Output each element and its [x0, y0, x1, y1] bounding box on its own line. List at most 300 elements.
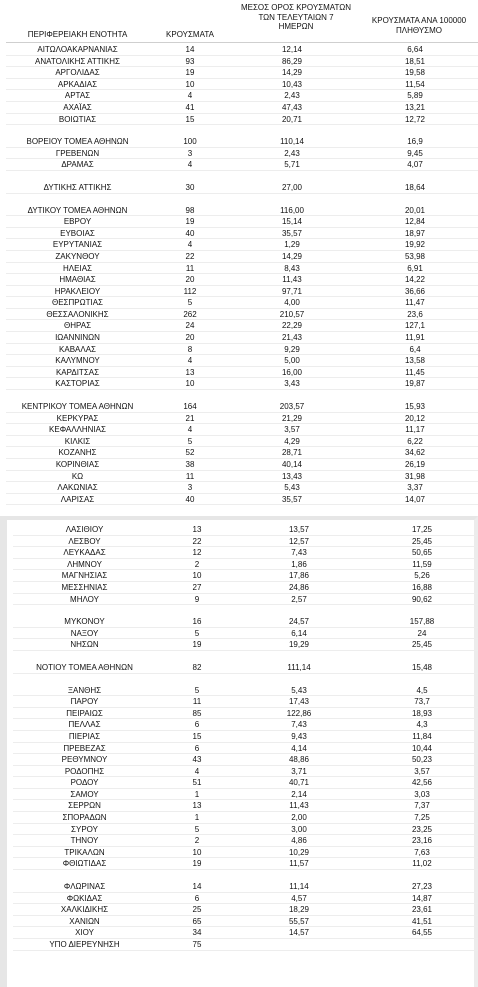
cell-per-100k: 26,19	[404, 460, 426, 469]
cell-regional-unit: ΚΩ	[71, 471, 84, 481]
cell-seven-day-average: 5,43	[284, 483, 300, 493]
table-row	[0, 401, 478, 413]
cell-per-100k: 6,91	[407, 263, 423, 273]
cell-cases: 13	[185, 367, 195, 377]
cell-cases: 4	[187, 91, 193, 101]
cell-per-100k: 11,54	[405, 79, 425, 89]
cell-seven-day-average: 35,57	[281, 494, 303, 504]
cell-seven-day-average: 19,29	[288, 640, 310, 650]
table-row	[0, 286, 478, 298]
cell-per-100k: 23,25	[411, 824, 433, 834]
cell-per-100k: 18,93	[411, 708, 433, 718]
cell-regional-unit: ΠΑΡΟΥ	[70, 697, 99, 707]
cell-regional-unit: ΕΒΡΟΥ	[63, 217, 92, 227]
cell-regional-unit: ΑΧΑΪΑΣ	[63, 102, 92, 112]
cell-cases: 1	[194, 789, 200, 799]
table-row	[0, 90, 478, 102]
cell-cases: 4	[187, 356, 193, 366]
cell-per-100k: 127,1	[404, 321, 426, 331]
cell-regional-unit: ΚΕΡΚΥΡΑΣ	[56, 413, 99, 423]
cell-seven-day-average: 24,86	[288, 582, 310, 592]
cell-per-100k: 18,97	[404, 228, 426, 238]
cell-cases: 11	[185, 263, 195, 273]
table-row	[7, 812, 478, 824]
table-row	[7, 731, 478, 743]
cell-per-100k: 64,55	[411, 928, 433, 938]
cell-regional-unit: ΡΟΔΟΠΗΣ	[64, 766, 105, 776]
cell-seven-day-average: 111,14	[287, 662, 311, 672]
cell-per-100k: 4,3	[416, 720, 428, 730]
cases-table-bottom	[7, 524, 478, 951]
table-row	[0, 136, 478, 148]
cell-per-100k: 41,51	[411, 916, 433, 926]
cell-cases: 4	[187, 160, 193, 170]
cell-cases: 2	[194, 836, 200, 846]
cell-seven-day-average: 110,14	[280, 137, 304, 147]
cell-cases: 34	[192, 928, 202, 938]
cell-cases: 8	[187, 344, 193, 354]
cell-regional-unit: ΚΕΝΤΡΙΚΟΥ ΤΟΜΕΑ ΑΘΗΝΩΝ	[21, 402, 134, 412]
cell-seven-day-average: 11,43	[282, 275, 302, 285]
table-row	[7, 927, 478, 939]
cell-per-100k: 23,6	[407, 309, 423, 319]
cell-regional-unit: ΚΙΛΚΙΣ	[64, 436, 91, 446]
table-row	[7, 628, 478, 640]
cell-cases: 65	[192, 916, 202, 926]
cell-seven-day-average: 47,43	[281, 102, 303, 112]
cell-seven-day-average: 20,71	[281, 114, 303, 124]
cell-cases: 5	[194, 628, 200, 638]
cell-seven-day-average: 1,29	[284, 240, 300, 250]
cell-regional-unit: ΠΡΕΒΕΖΑΣ	[63, 743, 106, 753]
cell-regional-unit: ΦΩΚΙΔΑΣ	[66, 893, 103, 903]
cell-regional-unit: ΑΡΤΑΣ	[64, 91, 91, 101]
cell-regional-unit: ΦΘΙΩΤΙΔΑΣ	[62, 859, 107, 869]
cell-per-100k: 11,45	[405, 367, 425, 377]
cell-seven-day-average: 2,00	[291, 813, 307, 823]
cell-per-100k: 50,65	[411, 548, 433, 558]
cell-per-100k: 5,89	[407, 91, 423, 101]
cell-seven-day-average: 8,43	[284, 263, 300, 273]
table-row	[7, 824, 478, 836]
cell-per-100k: 23,61	[411, 905, 433, 915]
cell-per-100k: 13,21	[404, 102, 426, 112]
table-row	[0, 424, 478, 436]
cell-seven-day-average: 4,57	[291, 893, 307, 903]
table-row	[0, 251, 478, 263]
cell-seven-day-average: 22,29	[281, 321, 303, 331]
table-row	[7, 881, 478, 893]
cell-seven-day-average: 203,57	[279, 402, 305, 412]
cell-per-100k: 50,23	[411, 755, 433, 765]
cell-per-100k: 4,5	[416, 685, 428, 695]
cell-seven-day-average: 210,57	[279, 309, 305, 319]
cell-cases: 19	[192, 640, 202, 650]
cell-per-100k: 11,91	[405, 333, 425, 343]
cell-seven-day-average: 5,43	[291, 685, 307, 695]
cell-seven-day-average: 10,29	[288, 847, 310, 857]
cell-regional-unit: ΑΙΤΩΛΟΑΚΑΡΝΑΝΙΑΣ	[37, 45, 118, 54]
cell-regional-unit: ΛΑΚΩΝΙΑΣ	[57, 483, 98, 493]
cell-per-100k: 5,26	[414, 571, 430, 581]
cell-per-100k: 7,25	[414, 813, 430, 823]
cell-cases: 30	[185, 182, 195, 192]
cell-per-100k: 157,88	[409, 617, 435, 627]
table-spacer-row	[7, 870, 478, 881]
table-row	[0, 44, 478, 56]
cell-per-100k: 10,44	[411, 743, 433, 753]
cell-cases: 2	[194, 559, 200, 569]
table-row	[7, 893, 478, 905]
cell-cases: 5	[187, 298, 193, 308]
cell-cases: 22	[192, 536, 202, 546]
table-row	[7, 766, 478, 778]
table-row	[7, 789, 478, 801]
cell-seven-day-average: 4,86	[291, 836, 307, 846]
cell-cases: 41	[185, 102, 195, 112]
cell-regional-unit: ΧΑΝΙΩΝ	[69, 916, 100, 926]
cell-seven-day-average: 40,71	[288, 778, 310, 788]
cell-regional-unit: ΛΕΣΒΟΥ	[68, 536, 101, 546]
cell-per-100k: 19,87	[404, 379, 426, 389]
table-row	[7, 800, 478, 812]
cell-regional-unit: ΣΥΡΟΥ	[71, 824, 98, 834]
header-divider	[6, 42, 478, 43]
cell-cases: 12	[192, 548, 202, 558]
cell-seven-day-average: 18,29	[288, 905, 310, 915]
cell-per-100k: 20,12	[404, 413, 426, 423]
cell-per-100k: 4,07	[407, 160, 423, 170]
cell-per-100k: 16,88	[411, 582, 433, 592]
cell-cases: 6	[194, 743, 200, 753]
cell-seven-day-average: 4,29	[284, 436, 300, 446]
cell-seven-day-average: 27,00	[281, 182, 303, 192]
cell-seven-day-average: 10,43	[281, 79, 303, 89]
table-row	[7, 639, 478, 651]
cell-seven-day-average: 55,57	[288, 916, 310, 926]
cell-cases: 98	[185, 205, 195, 215]
cell-cases: 164	[183, 402, 197, 412]
table-row	[0, 114, 478, 126]
cell-cases: 5	[194, 685, 200, 695]
cell-regional-unit: ΔΡΑΜΑΣ	[61, 160, 94, 170]
table-row	[0, 320, 478, 332]
cell-regional-unit: ΚΟΖΑΝΗΣ	[58, 448, 97, 458]
cell-seven-day-average: 13,57	[288, 525, 310, 534]
cell-seven-day-average: 14,57	[288, 928, 310, 938]
table-spacer-row	[7, 651, 478, 662]
cell-per-100k: 42,56	[411, 778, 433, 788]
table-row	[0, 482, 478, 494]
cell-regional-unit: ΑΡΚΑΔΙΑΣ	[57, 79, 98, 89]
cell-regional-unit: ΚΑΡΔΙΤΣΑΣ	[55, 367, 100, 377]
row-divider	[13, 950, 478, 951]
cell-cases: 40	[185, 228, 195, 238]
table-row	[7, 594, 478, 606]
table-spacer-row	[0, 194, 478, 205]
cell-per-100k: 14,22	[404, 275, 426, 285]
cell-per-100k: 14,87	[411, 893, 433, 903]
cell-seven-day-average: 5,00	[284, 356, 300, 366]
cell-regional-unit: ΖΑΚΥΝΘΟΥ	[55, 251, 100, 261]
cell-regional-unit: ΛΑΡΙΣΑΣ	[60, 494, 95, 504]
table-row	[0, 228, 478, 240]
cell-per-100k: 17,25	[411, 525, 433, 534]
cell-cases: 51	[192, 778, 202, 788]
cell-seven-day-average: 4,14	[291, 743, 307, 753]
cell-cases: 10	[192, 847, 202, 857]
cell-regional-unit: ΚΑΣΤΟΡΙΑΣ	[55, 379, 100, 389]
cell-regional-unit: ΛΕΥΚΑΔΑΣ	[63, 548, 106, 558]
cell-seven-day-average: 12,14	[281, 45, 303, 54]
cell-regional-unit: ΓΡΕΒΕΝΩΝ	[55, 148, 100, 158]
cell-per-100k: 16,9	[407, 137, 423, 147]
cell-per-100k: 12,84	[404, 217, 426, 227]
cell-regional-unit: ΒΟΙΩΤΙΑΣ	[58, 114, 97, 124]
cell-per-100k: 7,37	[414, 801, 430, 811]
cell-seven-day-average: 11,14	[289, 882, 309, 892]
cell-cases: 13	[192, 801, 202, 811]
cell-per-100k: 73,7	[414, 697, 430, 707]
table-row	[7, 939, 478, 951]
cell-seven-day-average: 86,29	[281, 56, 303, 66]
table-row	[7, 696, 478, 708]
cell-cases: 85	[192, 708, 202, 718]
cell-seven-day-average: 21,43	[281, 333, 303, 343]
cell-cases: 100	[183, 137, 197, 147]
table-row	[0, 459, 478, 471]
cell-seven-day-average: 3,57	[284, 425, 300, 435]
cell-regional-unit: ΜΗΛΟΥ	[70, 594, 99, 604]
cell-per-100k: 11,02	[412, 859, 432, 869]
cell-cases: 14	[185, 45, 195, 54]
cell-cases: 38	[185, 460, 195, 469]
table-row	[0, 413, 478, 425]
cell-seven-day-average: 28,71	[281, 448, 303, 458]
cell-per-100k: 9,45	[407, 148, 423, 158]
table-row	[0, 205, 478, 217]
cell-regional-unit: ΛΑΣΙΘΙΟΥ	[65, 525, 104, 534]
table-page-bottom	[0, 516, 478, 987]
cell-seven-day-average: 11,43	[289, 801, 309, 811]
cell-cases: 93	[185, 56, 195, 66]
cell-per-100k: 18,51	[404, 56, 426, 66]
header-regional-unit: ΠΕΡΙΦΕΡΕΙΑΚΗ ΕΝΟΤΗΤΑ	[27, 30, 128, 39]
cell-per-100k: 15,48	[411, 662, 433, 672]
cell-cases: 5	[187, 436, 193, 446]
cell-regional-unit: ΣΑΜΟΥ	[70, 789, 99, 799]
cell-per-100k: 25,45	[411, 640, 433, 650]
cell-regional-unit: ΘΗΡΑΣ	[63, 321, 92, 331]
cell-cases: 6	[194, 720, 200, 730]
cell-cases: 82	[192, 662, 202, 672]
cases-table-top	[0, 44, 478, 505]
cell-seven-day-average: 17,86	[288, 571, 310, 581]
cell-regional-unit: ΡΟΔΟΥ	[70, 778, 99, 788]
cell-cases: 19	[185, 68, 195, 78]
table-row	[0, 148, 478, 160]
table-row	[0, 344, 478, 356]
table-row	[0, 494, 478, 506]
cell-cases: 16	[192, 617, 202, 627]
table-row	[7, 904, 478, 916]
cell-cases: 20	[185, 275, 195, 285]
cell-per-100k: 11,17	[405, 425, 425, 435]
cell-per-100k: 36,66	[404, 286, 426, 296]
cell-cases: 13	[192, 525, 202, 534]
table-spacer-row	[0, 125, 478, 136]
cell-cases: 43	[192, 755, 202, 765]
table-row	[7, 685, 478, 697]
cell-regional-unit: ΘΕΣΣΑΛΟΝΙΚΗΣ	[46, 309, 109, 319]
header-cases-per-100k: ΚΡΟΥΣΜΑΤΑ ΑΝΑ 100000 ΠΛΗΘΥΣΜΟ	[371, 16, 467, 35]
table-row	[0, 332, 478, 344]
cell-cases: 21	[185, 413, 195, 423]
table-row	[7, 582, 478, 594]
cell-cases: 11	[192, 697, 202, 707]
cell-cases: 3	[187, 483, 193, 493]
cell-per-100k: 12,72	[404, 114, 426, 124]
cell-regional-unit: ΜΥΚΟΝΟΥ	[64, 617, 105, 627]
cell-per-100k: 24	[417, 628, 427, 638]
cell-seven-day-average: 1,86	[291, 559, 307, 569]
table-row	[7, 570, 478, 582]
table-row	[7, 847, 478, 859]
cell-regional-unit: ΘΕΣΠΡΩΤΙΑΣ	[52, 298, 103, 308]
cell-cases: 4	[187, 240, 193, 250]
cell-seven-day-average: 17,43	[288, 697, 310, 707]
cell-cases: 52	[185, 448, 195, 458]
table-row	[7, 547, 478, 559]
cell-regional-unit: ΔΥΤΙΚΗΣ ΑΤΤΙΚΗΣ	[43, 182, 112, 192]
cell-cases: 14	[192, 882, 202, 892]
cell-regional-unit: ΦΛΩΡΙΝΑΣ	[63, 882, 106, 892]
table-row	[0, 436, 478, 448]
cell-cases: 20	[185, 333, 195, 343]
cell-cases: 3	[187, 148, 193, 158]
cell-regional-unit: ΡΕΘΥΜΝΟΥ	[61, 755, 108, 765]
cell-seven-day-average: 7,43	[291, 720, 307, 730]
table-spacer-row	[0, 390, 478, 401]
cell-per-100k: 20,01	[404, 205, 426, 215]
cell-seven-day-average: 40,14	[281, 460, 303, 469]
cell-seven-day-average: 3,71	[291, 766, 307, 776]
cell-cases: 4	[194, 766, 200, 776]
cell-regional-unit: ΕΥΒΟΙΑΣ	[60, 228, 95, 238]
cell-per-100k: 6,22	[407, 436, 423, 446]
table-row	[7, 835, 478, 847]
cell-per-100k: 3,03	[414, 789, 430, 799]
cell-regional-unit: ΜΑΓΝΗΣΙΑΣ	[61, 571, 108, 581]
cell-seven-day-average: 6,14	[291, 628, 307, 638]
table-spacer-row	[7, 674, 478, 685]
table-row	[7, 524, 478, 536]
cell-seven-day-average: 3,00	[291, 824, 307, 834]
cell-seven-day-average: 97,71	[281, 286, 303, 296]
table-row	[7, 719, 478, 731]
table-row	[0, 79, 478, 91]
cell-regional-unit: ΣΕΡΡΩΝ	[68, 801, 101, 811]
cell-per-100k: 7,63	[414, 847, 430, 857]
cell-regional-unit: ΧΑΛΚΙΔΙΚΗΣ	[60, 905, 109, 915]
cell-per-100k: 6,4	[409, 344, 421, 354]
cell-regional-unit: ΠΙΕΡΙΑΣ	[68, 731, 101, 741]
table-row	[7, 754, 478, 766]
cell-regional-unit: ΥΠΟ ΔΙΕΡΕΥΝΗΣΗ	[49, 940, 120, 949]
cell-regional-unit: ΕΥΡΥΤΑΝΙΑΣ	[52, 240, 103, 250]
cell-regional-unit: ΠΕΛΛΑΣ	[68, 720, 101, 730]
cell-per-100k: 34,62	[404, 448, 426, 458]
cell-seven-day-average: 3,43	[284, 379, 300, 389]
cell-seven-day-average: 12,57	[288, 536, 310, 546]
table-row	[7, 616, 478, 628]
table-row	[7, 536, 478, 548]
cell-cases: 10	[185, 79, 195, 89]
table-row	[7, 559, 478, 571]
cell-seven-day-average: 15,14	[281, 217, 303, 227]
header-seven-day-average: ΜΕΣΟΣ ΟΡΟΣ ΚΡΟΥΣΜΑΤΩΝ ΤΩΝ ΤΕΛΕΥΤΑΙΩΝ 7 ΗΜΕΡΩΝ	[240, 3, 352, 31]
cell-seven-day-average: 4,00	[284, 298, 300, 308]
table-row	[0, 182, 478, 194]
cell-seven-day-average: 35,57	[281, 228, 303, 238]
table-row	[7, 858, 478, 870]
cell-regional-unit: ΞΑΝΘΗΣ	[67, 685, 102, 695]
cell-per-100k: 13,58	[404, 356, 426, 366]
table-row	[0, 56, 478, 68]
cell-regional-unit: ΝΑΞΟΥ	[70, 628, 99, 638]
cell-seven-day-average: 2,43	[284, 91, 300, 101]
cell-cases: 10	[185, 379, 195, 389]
cell-cases: 1	[194, 813, 200, 823]
table-row	[0, 447, 478, 459]
header-cases: ΚΡΟΥΣΜΑΤΑ	[166, 30, 214, 39]
cell-per-100k: 27,23	[411, 882, 433, 892]
cell-cases: 11	[185, 471, 195, 481]
cell-regional-unit: ΚΑΛΥΜΝΟΥ	[55, 356, 100, 366]
cell-cases: 5	[194, 824, 200, 834]
cell-per-100k: 11,84	[412, 731, 432, 741]
cell-seven-day-average: 48,86	[288, 755, 310, 765]
cell-per-100k: 14,07	[404, 494, 426, 504]
cell-regional-unit: ΗΛΕΙΑΣ	[63, 263, 92, 273]
table-row	[0, 471, 478, 483]
cell-per-100k: 6,64	[407, 45, 423, 54]
cell-regional-unit: ΑΝΑΤΟΛΙΚΗΣ ΑΤΤΙΚΗΣ	[35, 56, 120, 66]
cell-seven-day-average: 5,71	[284, 160, 300, 170]
cell-seven-day-average: 14,29	[281, 251, 303, 261]
cell-regional-unit: ΑΡΓΟΛΙΔΑΣ	[55, 68, 100, 78]
cell-per-100k: 11,59	[412, 559, 432, 569]
table-row	[7, 916, 478, 928]
table-row	[0, 239, 478, 251]
cell-seven-day-average: 11,57	[289, 859, 309, 869]
cell-per-100k: 90,62	[411, 594, 433, 604]
table-row	[0, 159, 478, 171]
cell-seven-day-average: 9,29	[284, 344, 300, 354]
cell-per-100k: 31,98	[404, 471, 426, 481]
cell-cases: 19	[185, 217, 195, 227]
cell-per-100k: 3,57	[414, 766, 430, 776]
table-row	[0, 367, 478, 379]
cell-per-100k: 18,64	[404, 182, 426, 192]
cell-seven-day-average: 116,00	[280, 205, 304, 215]
cell-seven-day-average: 2,14	[291, 789, 307, 799]
cell-cases: 4	[187, 425, 193, 435]
table-spacer-row	[0, 171, 478, 182]
row-divider	[6, 504, 478, 505]
cell-cases: 15	[192, 731, 202, 741]
cell-seven-day-average: 14,29	[281, 68, 303, 78]
